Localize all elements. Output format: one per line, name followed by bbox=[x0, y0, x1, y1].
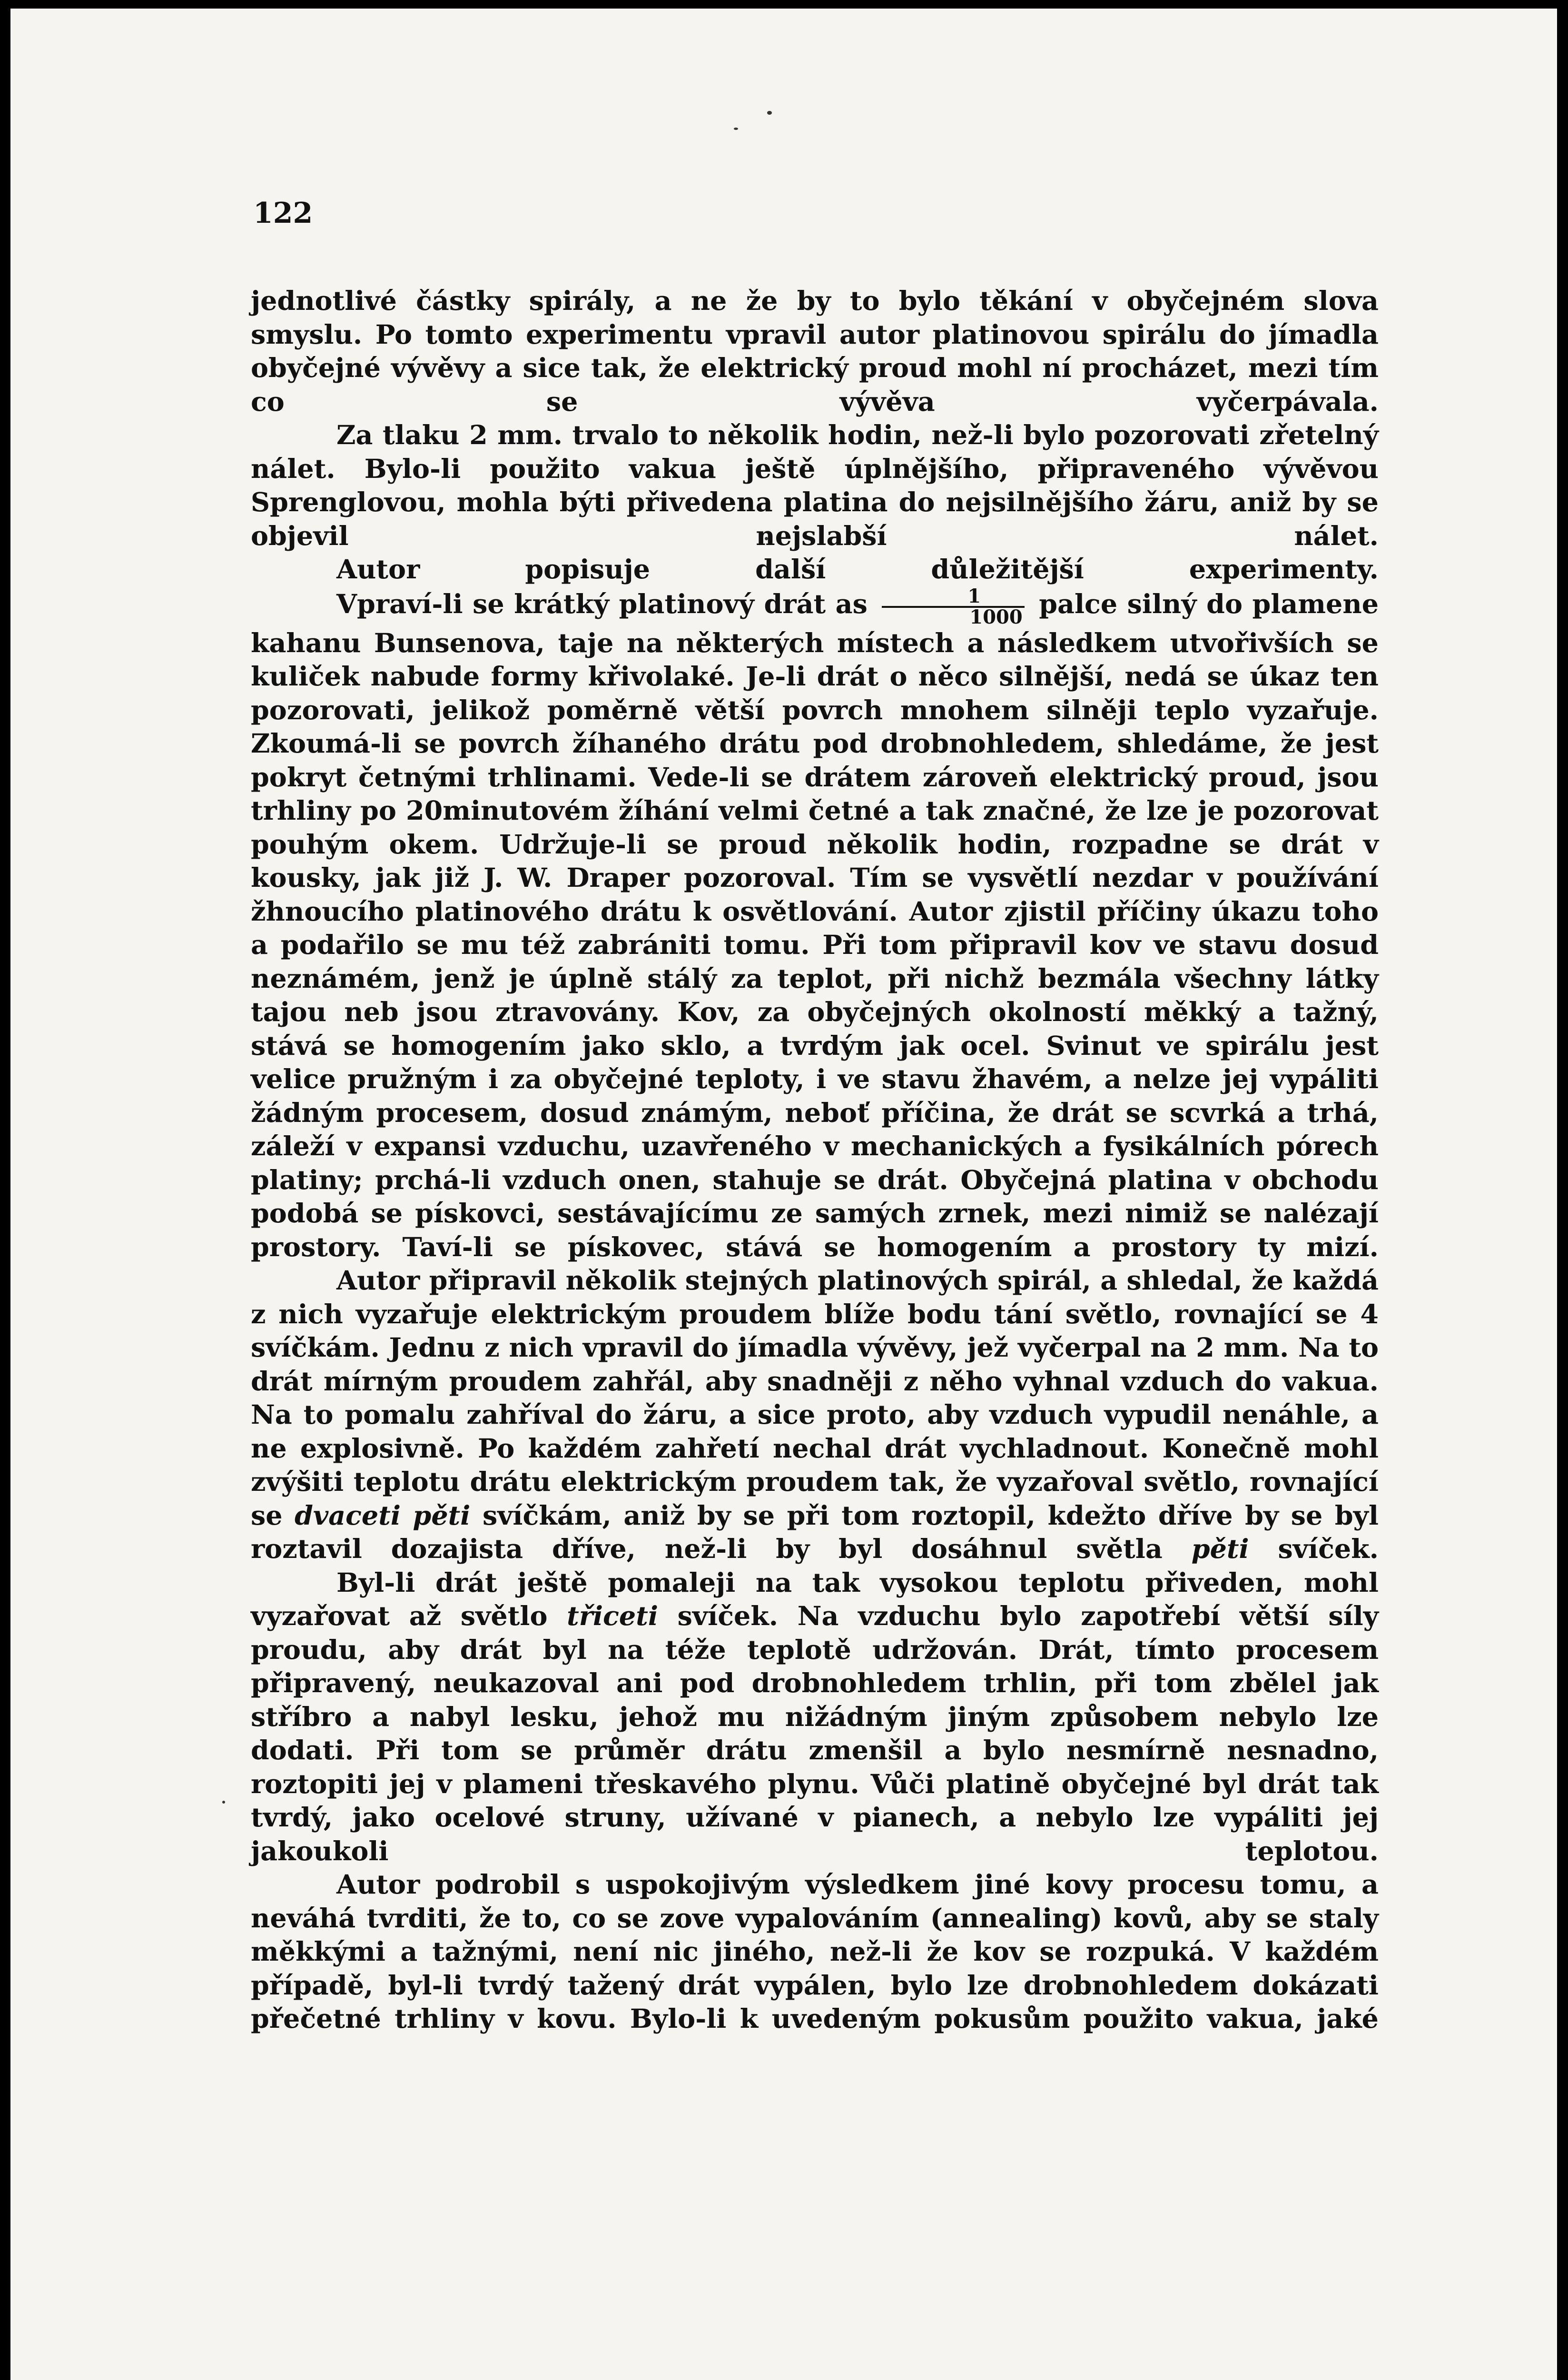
scan-speck bbox=[222, 1801, 225, 1804]
body-text bbox=[251, 285, 1379, 2036]
text-line: případě, byl-li tvrdý tažený drát vypálen, bylo lze drobnohledem dokázati bbox=[251, 1970, 1379, 2001]
text-segment: by se byl roztavil dozajista dříve, než-li by byl dosáhnul světla bbox=[251, 1500, 1379, 1565]
paragraph bbox=[251, 1868, 1379, 2036]
page-number: 122 bbox=[253, 197, 313, 230]
text-line: ztravovány. Kov, za obyčejných okolností měkký a tažný, stává se homogením bbox=[251, 997, 1379, 1061]
text-line: se mu též zabrániti tomu. Při tom připravil kov ve stavu dosud neznámém, bbox=[251, 930, 1379, 994]
text-line: vakua. Na to pomalu zahříval do žáru, a sice proto, aby vzduch vypudil bbox=[251, 1366, 1379, 1430]
text-line: užívané v pianech, a nebylo lze vypáliti jej jakoukoli teplotou. bbox=[251, 1802, 1379, 1867]
text-line: nejslabší nálet. bbox=[756, 520, 1379, 552]
text-line: trhliny po 20minutovém žíhání velmi četné a tak značné, že lze je pozorovat bbox=[251, 795, 1379, 826]
emphasized-text: pěti bbox=[1191, 1534, 1249, 1565]
text-line: pozorovati, jelikož poměrně větší povrch mnohem silněji teplo vyzařuje. bbox=[251, 694, 1379, 726]
text-line: Byl-li drát ještě pomaleji na tak vysokou teplotu přiveden, mohl vyza bbox=[251, 1567, 1379, 1632]
text-line: jak již J. W. Draper pozoroval. Tím se vysvětlí nezdar v používání žhnoucího bbox=[251, 863, 1379, 927]
text-line: váhá tvrditi, že to, co se zove vypalováním (annealing) kovů, aby se staly bbox=[286, 1903, 1379, 1934]
text-line: vývěva vyčerpávala. bbox=[839, 386, 1379, 417]
text-line: jenž je úplně stálý za teplot, při nichž bezmála všechny látky tajou neb jsou bbox=[251, 963, 1379, 1028]
text-line: Autor popisuje další důležitější experimenty. bbox=[336, 554, 1379, 585]
text-line: obyčejné teploty, i ve stavu žhavém, a nelze jej vypáliti žádným procesem, bbox=[251, 1064, 1379, 1129]
text-line: Autor podrobil s uspokojivým výsledkem jiné kovy procesu tomu, a ne bbox=[251, 1869, 1379, 1934]
text-line: kahanu Bunsenova, taje na některých místech a následkem utvořivších se bbox=[251, 627, 1379, 659]
paragraph bbox=[251, 285, 1379, 419]
text-line: jako sklo, a tvrdým jak ocel. Svinut ve spirálu jest velice pružným i za bbox=[251, 1030, 1379, 1095]
text-line: vzduch onen, stahuje se drát. Obyčejná platina v obchodu podobá se pískovci, bbox=[251, 1164, 1379, 1229]
emphasized-text: dvaceti pěti bbox=[295, 1500, 471, 1531]
text-line: lesku, jehož mu nižádným jiným způsobem nebylo lze dodati. Při tom se bbox=[251, 1701, 1379, 1766]
text-line: pouhým okem. Udržuje-li se proud několik hodin, rozpadne se drát v kousky, bbox=[251, 829, 1379, 893]
text-line: neukazoval ani pod drobnohledem trhlin, při tom zbělel jak stříbro a nabyl bbox=[251, 1668, 1379, 1733]
paragraph bbox=[251, 1264, 1379, 1567]
text-line: Po tomto experimentu vpravil autor platinovou spirálu do jímadla obyčejné bbox=[251, 319, 1379, 384]
text-line: 4 svíčkám. Jednu z nich vpravil do jímadla vývěvy, jež vyčerpal na 2 mm. bbox=[251, 1299, 1379, 1363]
text-line: Zkoumá-li se povrch žíhaného drátu pod drobnohledem, shledáme, že jest bbox=[251, 728, 1379, 759]
text-line: Za tlaku 2 mm. trvalo to několik hodin, než-li bylo pozorovati zřetelný bbox=[336, 420, 1379, 451]
text-line: sestávajícímu ze samých zrnek, mezi nimiž se nalézají prostory. Taví-li se bbox=[251, 1198, 1379, 1263]
text-line: z nich vyzařuje elektrickým proudem blíže bodu tání světlo, rovnající se bbox=[251, 1299, 1348, 1330]
emphasized-text: třiceti bbox=[567, 1601, 658, 1632]
text-line: skavého plynu. Vůči platině obyčejné byl drát tak tvrdý, jako ocelové struny, bbox=[251, 1768, 1379, 1833]
text-segment: svíčkám, aniž by se při tom roztopil, kdežto dříve bbox=[470, 1500, 1233, 1531]
text-line: přečetné trhliny v kovu. Bylo-li k uvedeným pokusům použito vakua, jaké bbox=[251, 2003, 1379, 2034]
text-line: palce silný do plamene bbox=[1039, 588, 1379, 620]
text-line: nečně mohl zvýšiti teplotu drátu elektrickým proudem tak, že vyzařoval světlo, bbox=[251, 1433, 1379, 1497]
text-line: měkkými a tažnými, není nic jiného, než-li že kov se rozpuká. V každém bbox=[251, 1936, 1379, 1967]
text-segment: svíček. bbox=[1249, 1534, 1379, 1565]
text-line: nenáhle, a ne explosivně. Po každém zahřetí nechal drát vychladnout. Ko bbox=[251, 1399, 1379, 1464]
text-line: platinového drátu k osvětlování. Autor zjistil příčiny úkazu toho a podařilo bbox=[251, 896, 1379, 961]
text-line: aby drát byl na téže teplotě udržován. Drát, tímto procesem připravený, bbox=[251, 1634, 1379, 1699]
text-line: Na to drát mírným proudem zahřál, aby snadněji z něho vyhnal vzduch do bbox=[251, 1332, 1379, 1397]
text-line: pokryt četnými trhlinami. Vede-li se drátem zároveň elektrický proud, jsou bbox=[251, 762, 1379, 793]
text-line: vývěvy a sice tak, že elektrický proud mohl ní procházet, mezi tím co se bbox=[251, 353, 1379, 417]
text-segment: řovat až světlo bbox=[313, 1601, 567, 1632]
text-line: pískovec, stává se homogením a prostory ty mizí. bbox=[567, 1231, 1379, 1263]
fraction-denominator: 1000 bbox=[882, 606, 1024, 627]
paragraph bbox=[251, 553, 1379, 587]
text-line: lovou, mohla býti přivedena platina do nejsilnějšího žáru, aniž by se objevil bbox=[251, 487, 1379, 552]
text-line: vzduchu, uzavřeného v mechanických a fysikálních pórech platiny; prchá-li bbox=[251, 1131, 1379, 1196]
text-segment: rovnající se bbox=[251, 1467, 1379, 1531]
fraction bbox=[882, 587, 1024, 627]
fraction-numerator: 1 bbox=[967, 585, 981, 607]
text-line: jednotlivé částky spirály, a ne že by to bylo těkání v obyčejném slova smyslu. bbox=[251, 286, 1379, 350]
text-line: Autor připravil několik stejných platinových spirál, a shledal, že každá bbox=[336, 1265, 1379, 1296]
paragraph bbox=[251, 1567, 1379, 1869]
text-line: dosud známým, neboť příčina, že drát se scvrká a trhá, záleží v expansi bbox=[251, 1097, 1379, 1162]
text-line: průměr drátu zmenšil a bylo nesmírně nesnadno, roztopiti jej v plameni tře bbox=[251, 1735, 1379, 1800]
paragraph bbox=[251, 419, 1379, 553]
text-segment: svíček. Na vzduchu bylo zapotřebí větší síly proudu, bbox=[251, 1601, 1379, 1666]
scan-speck bbox=[734, 128, 738, 130]
scanned-page bbox=[10, 9, 1557, 2380]
text-line: nálet. Bylo-li použito vakua ještě úplnějšího, připraveného vývěvou Spreng bbox=[251, 453, 1379, 518]
paragraph bbox=[251, 587, 1379, 1265]
text-line: Vpraví-li se krátký platinový drát as bbox=[336, 588, 868, 620]
scan-speck bbox=[767, 111, 772, 115]
text-line: kuliček nabude formy křivolaké. Je-li drát o něco silnější, nedá se úkaz ten bbox=[251, 661, 1379, 692]
